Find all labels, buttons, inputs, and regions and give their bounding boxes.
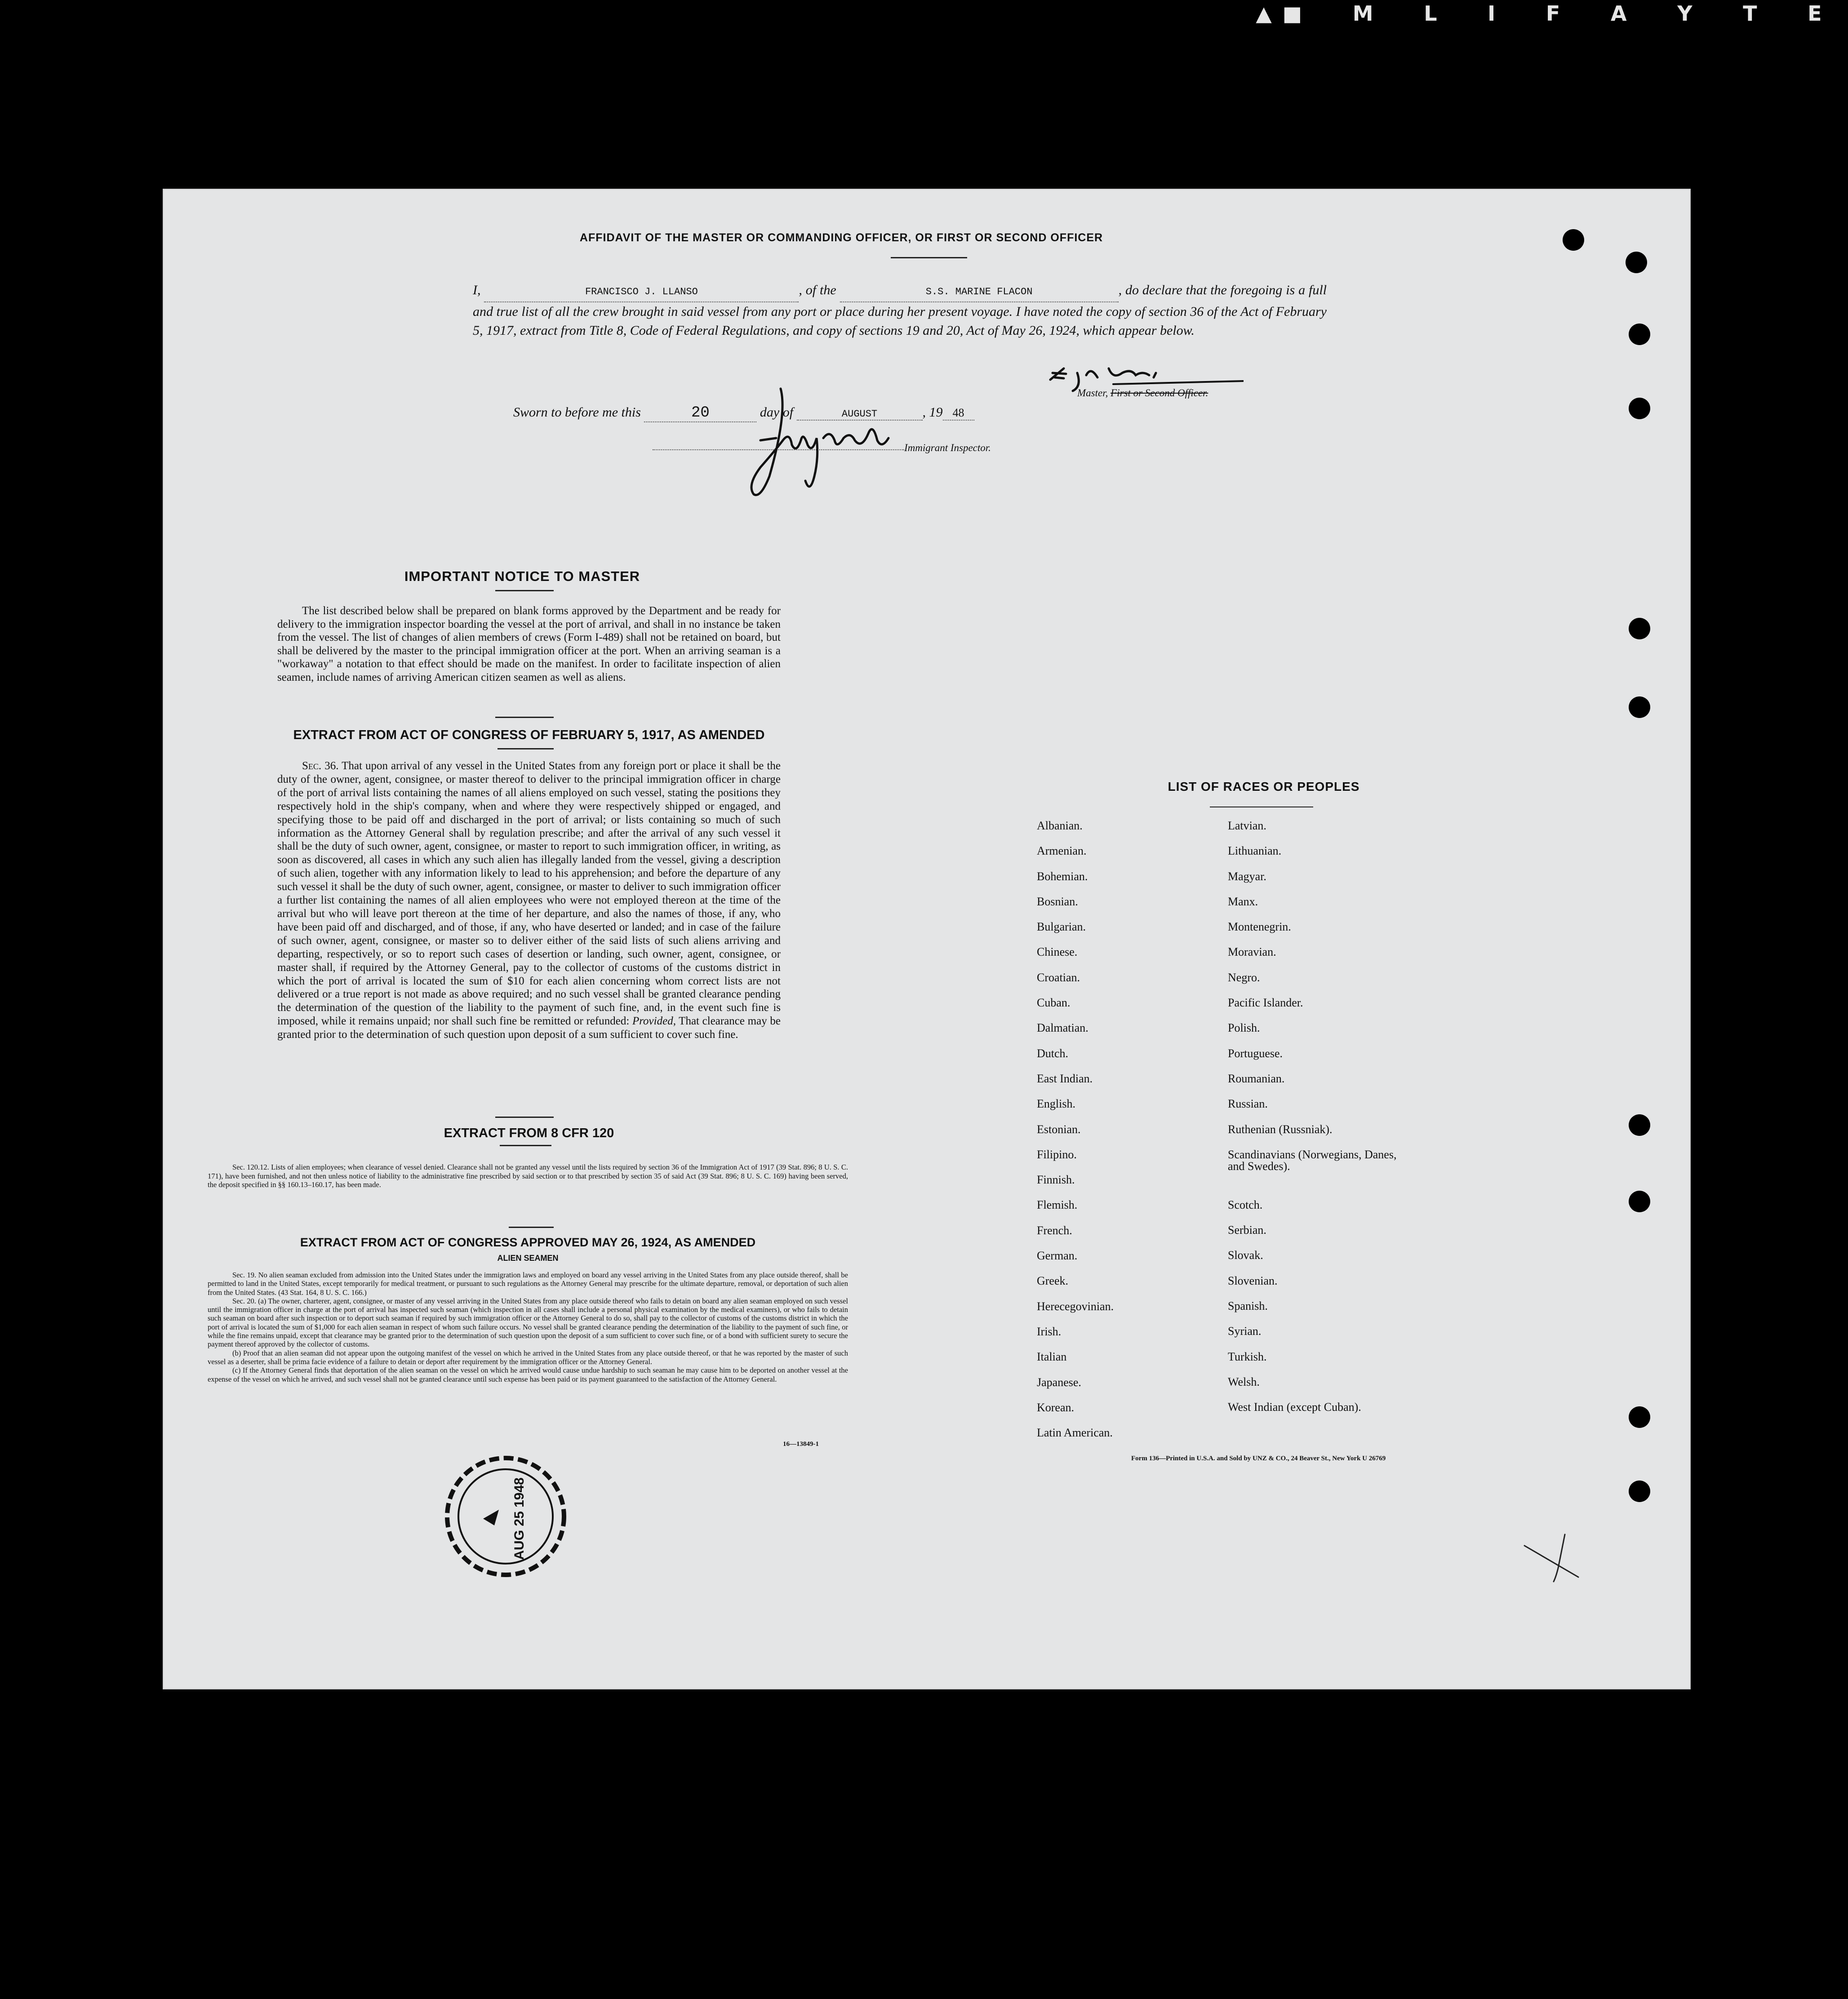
race-item: Filipino. bbox=[1037, 1148, 1077, 1161]
day-of-label: day of bbox=[760, 405, 794, 420]
affidavit-i-label: I, bbox=[473, 283, 481, 297]
film-mark: T bbox=[1743, 1, 1759, 26]
race-item: Scandinavians (Norwegians, Danes, and Swedes). bbox=[1228, 1148, 1397, 1173]
extract-1917-title: EXTRACT FROM ACT OF CONGRESS OF FEBRUARY 5, 1917, AS AMENDED bbox=[293, 728, 765, 742]
race-item: Flemish. bbox=[1037, 1198, 1078, 1212]
race-item: Croatian. bbox=[1037, 971, 1080, 984]
sec-36-label: Sec. 36. bbox=[302, 760, 339, 772]
race-item: German. bbox=[1037, 1249, 1078, 1263]
document-page bbox=[163, 189, 1691, 1689]
race-item: Negro. bbox=[1228, 971, 1260, 984]
race-item: Moravian. bbox=[1228, 945, 1276, 959]
proviso-text: That clearance may be granted prior to the determination of such question upon deposit of a sum sufficient to cover such fine. bbox=[277, 1015, 781, 1041]
sec-36-text: That upon arrival of any vessel in the United States from any foreign port or place it shall be the duty of the owner, agent, consignee, or master thereof to deliver to the principal immigration officer in charge of the port of arrival lists containing the names of all aliens employed on such vessel, stating the positions they respectively hold in the ship's company, when and where they were respectively shipped or engaged, and specifying those to be paid off and discharged in the port of arrival; or lists containing so much of such information as the Attorney General shall by regulation prescribe; and after the arrival of any such vessel it shall be the duty of such owner, agent, consignee, or master to report to such immigration officer, in writing, as soon as discovered, all cases in which any such alien has illegally landed from the vessel, giving a description of such alien, together with any information likely to lead to his apprehension; and before the departure of any such vessel it shall be the duty of such owner, agent, consignee, or master to deliver to such immigration officer a further list containing the names of all alien employees who were not employed thereon at the time of the arrival but who will leave port thereon at the time of her departure, and also the names of those, if any, who have been paid off and discharged, and of those, if any, who have deserted or landed; and in case of the failure of such owner, agent, consignee, or master so to deliver either of the said lists of such aliens arriving and departing, respectively, or so to report such cases of desertion or landing, such owner, agent, consignee, or master shall, if required by the Attorney General, pay to the collector of customs of the customs district in which the port of arrival is located the sum of $10 for each alien concerning whom correct lists are not delivered or a true report is not made as above required; and no such vessel shall be granted clearance pending the determination of the question of the liability to the payment of such fine, and, in the event such fine is imposed, while it remains unpaid; nor shall such fine be remitted or refunded: bbox=[277, 760, 781, 1028]
sworn-year: 48 bbox=[943, 406, 974, 421]
film-mark: A bbox=[1610, 1, 1629, 26]
title-rule bbox=[891, 257, 967, 258]
race-item: Chinese. bbox=[1037, 945, 1078, 959]
race-item: Estonian. bbox=[1037, 1122, 1081, 1136]
master-title-label bbox=[1077, 387, 1208, 399]
notice-body: The list described below shall be prepared on blank forms approved by the Department and be ready for delivery to the immigration inspector boarding the vessel at the port of arrival, and shall in no instance be taken from the vessel. The list of changes of alien members of crews (Form I-489) shall not be retained on board, but shall be delivered by the master to the principal immigration officer at the port. When an arriving seaman is a "workaway" a notation to that effect should be made on the manifest. In order to facilitate inspection of alien seamen, include names of arriving American citizen seamen as well as aliens. bbox=[277, 605, 781, 683]
film-mark: F bbox=[1546, 1, 1562, 26]
races-column-left bbox=[1037, 820, 1208, 1441]
punch-hole bbox=[1629, 1114, 1650, 1136]
affidavit-text: that the foregoing is a full and true list of all the crew brought in said vessel from any port or place during her present voyage. I have noted the copy of section 36 of the Act of February 5, 1917, extract from Title 8, Code of Federal Regulations, and copy of sections 19 and 20, Act of May 26, 1924, which appear below. bbox=[473, 283, 1327, 338]
race-item: Italian bbox=[1037, 1350, 1067, 1364]
race-item: Serbian. bbox=[1228, 1223, 1266, 1237]
race-item: Irish. bbox=[1037, 1325, 1062, 1338]
race-item: Spanish. bbox=[1228, 1299, 1268, 1313]
notice-rule bbox=[495, 590, 554, 591]
race-item: Scotch. bbox=[1228, 1198, 1263, 1211]
race-item: Armenian. bbox=[1037, 844, 1087, 858]
race-item: Herecegovinian. bbox=[1037, 1299, 1114, 1313]
race-item: East Indian. bbox=[1037, 1072, 1093, 1085]
race-item: Latvian. bbox=[1228, 819, 1266, 832]
film-mark: L bbox=[1424, 1, 1439, 26]
race-item: Albanian. bbox=[1037, 819, 1083, 832]
race-item: Lithuanian. bbox=[1228, 844, 1282, 858]
date-stamp bbox=[440, 1451, 571, 1582]
race-item: English. bbox=[1037, 1097, 1075, 1111]
sworn-day: 20 bbox=[644, 404, 756, 422]
sec-19-paragraph: Sec. 19. No alien seaman excluded from admission into the United States under the immigration laws and employed on board any vessel arriving in the United States from any place outside thereof, shall be permitted to land in the United States, except temporarily for medical treatment, or pursuant to such regulations as the Attorney General may prescribe for the ultimate departure, removal, or deportation of such alien from the United States. (43 Stat. 164, 8 U. S. C. 166.) bbox=[208, 1271, 848, 1297]
sec-20a-paragraph: Sec. 20. (a) The owner, charterer, agent, consignee, or master of any vessel arriving in the United States from any place outside thereof who fails to detain on board any alien seaman employed on such vessel until the immigration officer in charge at the port of arrival has inspected such seaman (which inspection in all cases shall include a personal physical examination by the medical examiners), or who fails to detain such seaman on board after such inspection or to deport such seaman if required by such immigration officer or the Attorney General to do so, shall pay to the collector of customs of the customs district in which the port of arrival is located the sum of $1,000 for each alien seaman in respect of whom such failure occurs. No vessel shall be granted clearance pending the determination of the liability to the payment of such fine, or while the fine remains unpaid, except that clearance may be granted prior to the determination of such question upon the deposit of a sum sufficient to cover such fine, or of a bond with sufficient surety to secure the payment thereof approved by the collector of customs. bbox=[208, 1296, 848, 1349]
race-item: Turkish. bbox=[1228, 1350, 1267, 1363]
of-the-label: , of the bbox=[799, 283, 836, 297]
race-item: Syrian. bbox=[1228, 1325, 1262, 1338]
race-item: Greek. bbox=[1037, 1274, 1069, 1288]
race-item: Russian. bbox=[1228, 1097, 1268, 1111]
punch-hole bbox=[1629, 1480, 1650, 1502]
affidavit-title: AFFIDAVIT OF THE MASTER OR COMMANDING OFFICER, OR FIRST OR SECOND OFFICER bbox=[579, 231, 1103, 244]
vessel-name: S.S. MARINE FLACON bbox=[840, 283, 1119, 302]
struck-officer-label: First or Second Officer. bbox=[1111, 387, 1208, 399]
race-item: Bosnian. bbox=[1037, 895, 1078, 908]
punch-hole bbox=[1629, 398, 1650, 419]
proviso-label: Provided, bbox=[632, 1015, 676, 1028]
punch-hole bbox=[1629, 696, 1650, 718]
punch-hole bbox=[1626, 252, 1647, 273]
sworn-month: AUGUST bbox=[797, 408, 923, 421]
notice-title: IMPORTANT NOTICE TO MASTER bbox=[404, 568, 640, 584]
race-item: Manx. bbox=[1228, 895, 1258, 908]
punch-hole bbox=[1629, 1406, 1650, 1428]
punch-hole bbox=[1629, 618, 1650, 639]
year-prefix: , 19 bbox=[922, 405, 943, 420]
film-mark: ▲ ■ bbox=[1256, 1, 1304, 26]
punch-hole bbox=[1629, 324, 1650, 345]
race-item: Slovenian. bbox=[1228, 1274, 1278, 1287]
race-item: Welsh. bbox=[1228, 1375, 1260, 1388]
section-divider bbox=[495, 1117, 554, 1118]
film-mark: Y bbox=[1677, 1, 1694, 26]
extract-1924-body bbox=[208, 1271, 848, 1383]
race-item: Japanese. bbox=[1037, 1375, 1081, 1389]
master-label-text: Master, bbox=[1077, 387, 1108, 399]
race-item: Dalmatian. bbox=[1037, 1021, 1088, 1035]
punch-hole bbox=[1629, 1191, 1650, 1212]
sec-20c-paragraph: (c) If the Attorney General finds that deportation of the alien seaman on the vessel on which he arrived would cause undue hardship to such seaman he may cause him to be deported on another vessel at the expense of the vessel on which he arrived, and such vessel shall not be granted clearance until such expense has been paid or its payment guaranteed to the satisfaction of the Attorney General. bbox=[208, 1366, 848, 1383]
film-mark: I bbox=[1488, 1, 1497, 26]
race-item: Latin American. bbox=[1037, 1426, 1113, 1440]
race-item: Slovak. bbox=[1228, 1249, 1263, 1262]
printer-imprint: Form 136—Printed in U.S.A. and Sold by UNZ & CO., 24 Beaver St., New York U 26769 bbox=[1131, 1455, 1386, 1462]
affidavit-body bbox=[473, 281, 1327, 340]
race-item: Dutch. bbox=[1037, 1046, 1069, 1060]
race-item: Pacific Islander. bbox=[1228, 996, 1303, 1010]
extract-1917-body bbox=[277, 759, 781, 1042]
race-item: Magyar. bbox=[1228, 869, 1266, 883]
inspector-signature bbox=[733, 386, 922, 503]
form-code: 16—13849-1 bbox=[783, 1441, 819, 1448]
film-mark: E bbox=[1808, 1, 1824, 26]
race-item: Bulgarian. bbox=[1037, 920, 1086, 934]
race-item: Portuguese. bbox=[1228, 1046, 1283, 1060]
punch-hole bbox=[1563, 229, 1584, 251]
section-rule bbox=[498, 748, 554, 749]
stamp-date: AUG 25 1948 bbox=[512, 1477, 527, 1560]
race-item: Korean. bbox=[1037, 1401, 1075, 1414]
extract-1924-subtitle: ALIEN SEAMEN bbox=[497, 1254, 559, 1263]
master-name: FRANCISCO J. LLANSO bbox=[484, 283, 799, 302]
sworn-prefix: Sworn to before me this bbox=[513, 405, 641, 420]
section-divider bbox=[509, 1227, 554, 1228]
race-item: Bohemian. bbox=[1037, 869, 1088, 883]
race-item: Polish. bbox=[1228, 1021, 1260, 1035]
film-border-markings bbox=[1231, 0, 1848, 27]
section-divider bbox=[495, 717, 554, 718]
race-item: Roumanian. bbox=[1228, 1072, 1285, 1085]
declare-label: , do declare bbox=[1118, 283, 1182, 297]
race-item: French. bbox=[1037, 1223, 1072, 1237]
extract-1924-title: EXTRACT FROM ACT OF CONGRESS APPROVED MAY 26, 1924, AS AMENDED bbox=[300, 1236, 756, 1249]
race-item: Montenegrin. bbox=[1228, 920, 1291, 934]
race-item: Cuban. bbox=[1037, 996, 1071, 1010]
race-item: West Indian (except Cuban). bbox=[1228, 1401, 1361, 1414]
inspector-label: Immigrant Inspector. bbox=[904, 442, 991, 453]
film-mark: M bbox=[1352, 1, 1375, 26]
extract-cfr-title: EXTRACT FROM 8 CFR 120 bbox=[444, 1126, 614, 1140]
extract-cfr-body: Sec. 120.12. Lists of alien employees; when clearance of vessel denied. Clearance shall not be granted any vessel until the lists required by section 36 of the Immigration Act of 1917 (39 Stat. 896; 8 U. S. C. 171), have been furnished, and not then unless notice of liability to the administrative fine prescribed by said section or to that prescribed by section 35 of said Act (39 Stat. 896; 8 U. S. C. 169) having been served, the deposit specified in §§ 160.13–160.17, has been made. bbox=[208, 1163, 848, 1189]
section-rule bbox=[500, 1145, 551, 1146]
races-column-right bbox=[1228, 820, 1453, 1427]
races-title: LIST OF RACES OR PEOPLES bbox=[1168, 780, 1360, 793]
sec-20b-paragraph: (b) Proof that an alien seaman did not appear upon the outgoing manifest of the vessel on which he arrived in the United States from any place outside thereof, or that he was reported by the master of such vessel as a deserter, shall be prima facie evidence of a failure to detain or deport after requirement by the immigration officer or the Attorney General. bbox=[208, 1348, 848, 1366]
race-item: Finnish. bbox=[1037, 1173, 1075, 1187]
pencil-mark bbox=[1520, 1532, 1583, 1591]
race-item: Ruthenian (Russniak). bbox=[1228, 1122, 1333, 1136]
